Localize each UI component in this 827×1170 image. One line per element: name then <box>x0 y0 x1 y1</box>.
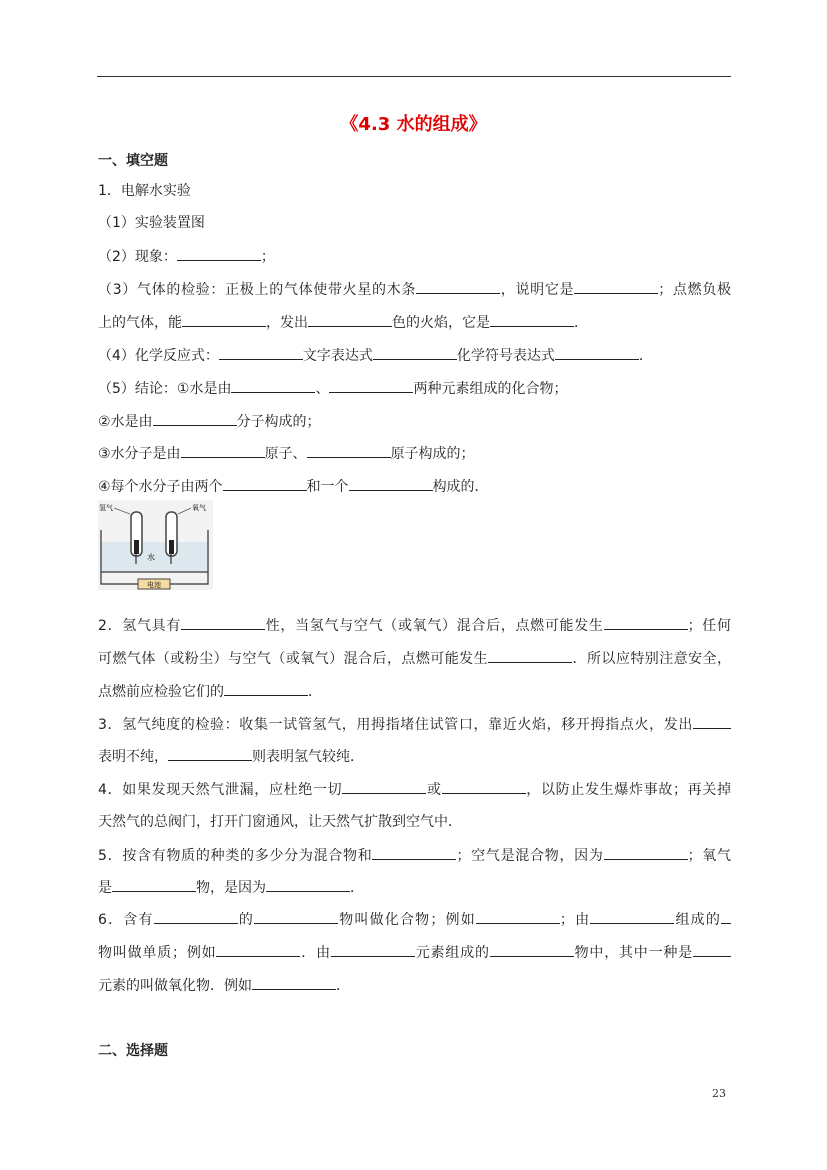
answer-blank[interactable] <box>182 312 266 327</box>
question-1-line-6 <box>98 345 731 366</box>
answer-blank[interactable] <box>181 615 265 630</box>
answer-blank[interactable] <box>349 476 433 491</box>
question-1-line-3 <box>98 246 731 267</box>
left-gas-label: 氢气 <box>99 504 113 512</box>
answer-blank[interactable] <box>252 975 336 990</box>
header-rule <box>97 76 731 77</box>
text: ． <box>336 978 350 994</box>
answer-blank[interactable] <box>574 279 658 294</box>
question-5-line-1 <box>98 845 731 866</box>
question-4-line-1 <box>98 779 731 800</box>
answer-blank[interactable] <box>476 909 560 924</box>
answer-blank[interactable] <box>721 909 731 924</box>
text: （2）现象： <box>98 249 177 265</box>
answer-blank[interactable] <box>416 279 500 294</box>
text: ；点燃负极 <box>658 282 732 298</box>
question-1-line-5 <box>98 312 731 333</box>
answer-blank[interactable] <box>490 312 574 327</box>
text: （1）实验装置图 <box>98 215 205 231</box>
question-6-line-2 <box>98 942 731 963</box>
question-2-line-1 <box>98 615 731 636</box>
answer-blank[interactable] <box>112 877 196 892</box>
text: 5．按含有物质的种类的多少分为混合物和 <box>98 848 373 864</box>
text: ，说明它是 <box>500 282 575 298</box>
text: ③水分子是由 <box>98 446 181 462</box>
answer-blank[interactable] <box>442 779 526 794</box>
question-6-line-1 <box>98 909 731 930</box>
answer-blank[interactable] <box>693 942 731 957</box>
water-label: 水 <box>147 553 155 562</box>
text: 化学符号表达式 <box>456 348 555 364</box>
text: ．所以应特别注意安全， <box>572 651 731 667</box>
question-3-line-2 <box>98 746 731 767</box>
text: ；氧气 <box>687 848 732 864</box>
text: 点燃前应检验它们的 <box>98 684 224 700</box>
answer-blank[interactable] <box>373 345 457 360</box>
text: ，发出 <box>266 315 308 331</box>
answer-blank[interactable] <box>223 476 307 491</box>
answer-blank[interactable] <box>168 746 252 761</box>
text: 元素组成的 <box>414 945 490 961</box>
question-1-line-8 <box>98 411 731 432</box>
answer-blank[interactable] <box>224 681 308 696</box>
text: 构成的． <box>432 479 489 495</box>
text: 色的火焰，它是 <box>392 315 490 331</box>
question-3-line-1 <box>98 714 731 735</box>
text: 表明不纯， <box>98 749 168 765</box>
text: 分子构成的； <box>236 414 321 430</box>
answer-blank[interactable] <box>604 615 688 630</box>
text: 组成的 <box>674 912 722 928</box>
text: 上的气体，能 <box>98 315 182 331</box>
text: 2．氢气具有 <box>98 618 182 634</box>
text: 物叫做单质；例如 <box>98 945 217 961</box>
answer-blank[interactable] <box>590 909 674 924</box>
answer-blank[interactable] <box>254 909 338 924</box>
answer-blank[interactable] <box>488 648 572 663</box>
text: ； <box>260 249 275 265</box>
text: 两种元素组成的化合物； <box>413 381 568 397</box>
question-1-line-10 <box>98 476 731 497</box>
question-1-line-4 <box>98 279 731 300</box>
answer-blank[interactable] <box>154 909 238 924</box>
answer-blank[interactable] <box>604 845 688 860</box>
answer-blank[interactable] <box>177 246 261 261</box>
answer-blank[interactable] <box>219 345 303 360</box>
text: ②水是由 <box>98 414 153 430</box>
text: 是 <box>98 880 112 896</box>
question-1-line-2 <box>98 213 731 233</box>
text: 物叫做化合物；例如 <box>338 912 476 928</box>
text: ；任何 <box>687 618 731 634</box>
text: ． <box>638 348 653 364</box>
page-number: 23 <box>712 1087 726 1100</box>
question-1-line-7 <box>98 378 731 399</box>
text: 物中，其中一种是 <box>573 945 694 961</box>
text: 和一个 <box>306 479 349 495</box>
answer-blank[interactable] <box>266 877 350 892</box>
answer-blank[interactable] <box>329 378 413 393</box>
text: ． <box>350 880 364 896</box>
answer-blank[interactable] <box>693 714 731 729</box>
text: ． <box>308 684 322 700</box>
text: （3）气体的检验：正极上的气体使带火星的木条 <box>98 282 417 298</box>
text: 则表明氢气较纯． <box>252 749 364 765</box>
text: ，以防止发生爆炸事故；再关掉 <box>525 782 732 798</box>
text: 可燃气体（或粉尘）与空气（或氧气）混合后，点燃可能发生 <box>98 651 489 667</box>
text: 3．氢气纯度的检验：收集一试管氢气，用拇指堵住试管口，靠近火焰，移开拇指点火，发出 <box>98 717 693 733</box>
answer-blank[interactable] <box>308 312 392 327</box>
text: 物，是因为 <box>196 880 266 896</box>
text: 6．含有 <box>98 912 154 928</box>
question-4-line-2 <box>98 812 731 832</box>
answer-blank[interactable] <box>555 345 639 360</box>
text: 、 <box>315 381 330 397</box>
answer-blank[interactable] <box>331 942 415 957</box>
answer-blank[interactable] <box>307 443 391 458</box>
text: 4．如果发现天然气泄漏，应杜绝一切 <box>98 782 343 798</box>
text: ． <box>574 315 588 331</box>
text: （4）化学反应式： <box>98 348 219 364</box>
text: 元素的叫做氧化物．例如 <box>98 978 252 994</box>
question-1-line-1 <box>98 181 731 201</box>
question-5-line-2 <box>98 877 731 898</box>
right-electrode <box>169 540 174 554</box>
question-6-line-3 <box>98 975 731 996</box>
text: ．由 <box>300 945 331 961</box>
text: ④每个水分子由两个 <box>98 479 223 495</box>
text: 或 <box>426 782 442 798</box>
battery-label: 电池 <box>147 581 161 589</box>
text: ；由 <box>559 912 591 928</box>
question-1-line-9 <box>98 443 731 464</box>
text: 文字表达式 <box>302 348 373 364</box>
answer-blank[interactable] <box>216 942 300 957</box>
text: 1．电解水实验 <box>98 183 191 199</box>
text: （5）结论：①水是由 <box>98 381 232 397</box>
text: 的 <box>237 912 255 928</box>
answer-blank[interactable] <box>372 845 456 860</box>
page-title: 《4.3 水的组成》 <box>340 114 487 135</box>
answer-blank[interactable] <box>153 411 237 426</box>
text: 天然气的总阀门，打开门窗通风，让天然气扩散到空气中． <box>98 814 462 830</box>
answer-blank[interactable] <box>490 942 574 957</box>
section-heading-multiple-choice: 二、选择题 <box>98 1043 168 1059</box>
answer-blank[interactable] <box>342 779 426 794</box>
electrolysis-apparatus-diagram <box>98 500 213 590</box>
text: 原子、 <box>264 446 307 462</box>
left-electrode <box>134 540 139 554</box>
text: 原子构成的； <box>390 446 475 462</box>
question-2-line-3 <box>98 681 731 702</box>
right-gas-label: 氧气 <box>192 504 206 512</box>
section-heading-fill-blank: 一、填空题 <box>98 153 168 169</box>
answer-blank[interactable] <box>231 378 315 393</box>
answer-blank[interactable] <box>181 443 265 458</box>
text: 性，当氢气与空气（或氧气）混合后，点燃可能发生 <box>265 618 604 634</box>
question-2-line-2 <box>98 648 731 669</box>
text: ；空气是混合物，因为 <box>456 848 604 864</box>
